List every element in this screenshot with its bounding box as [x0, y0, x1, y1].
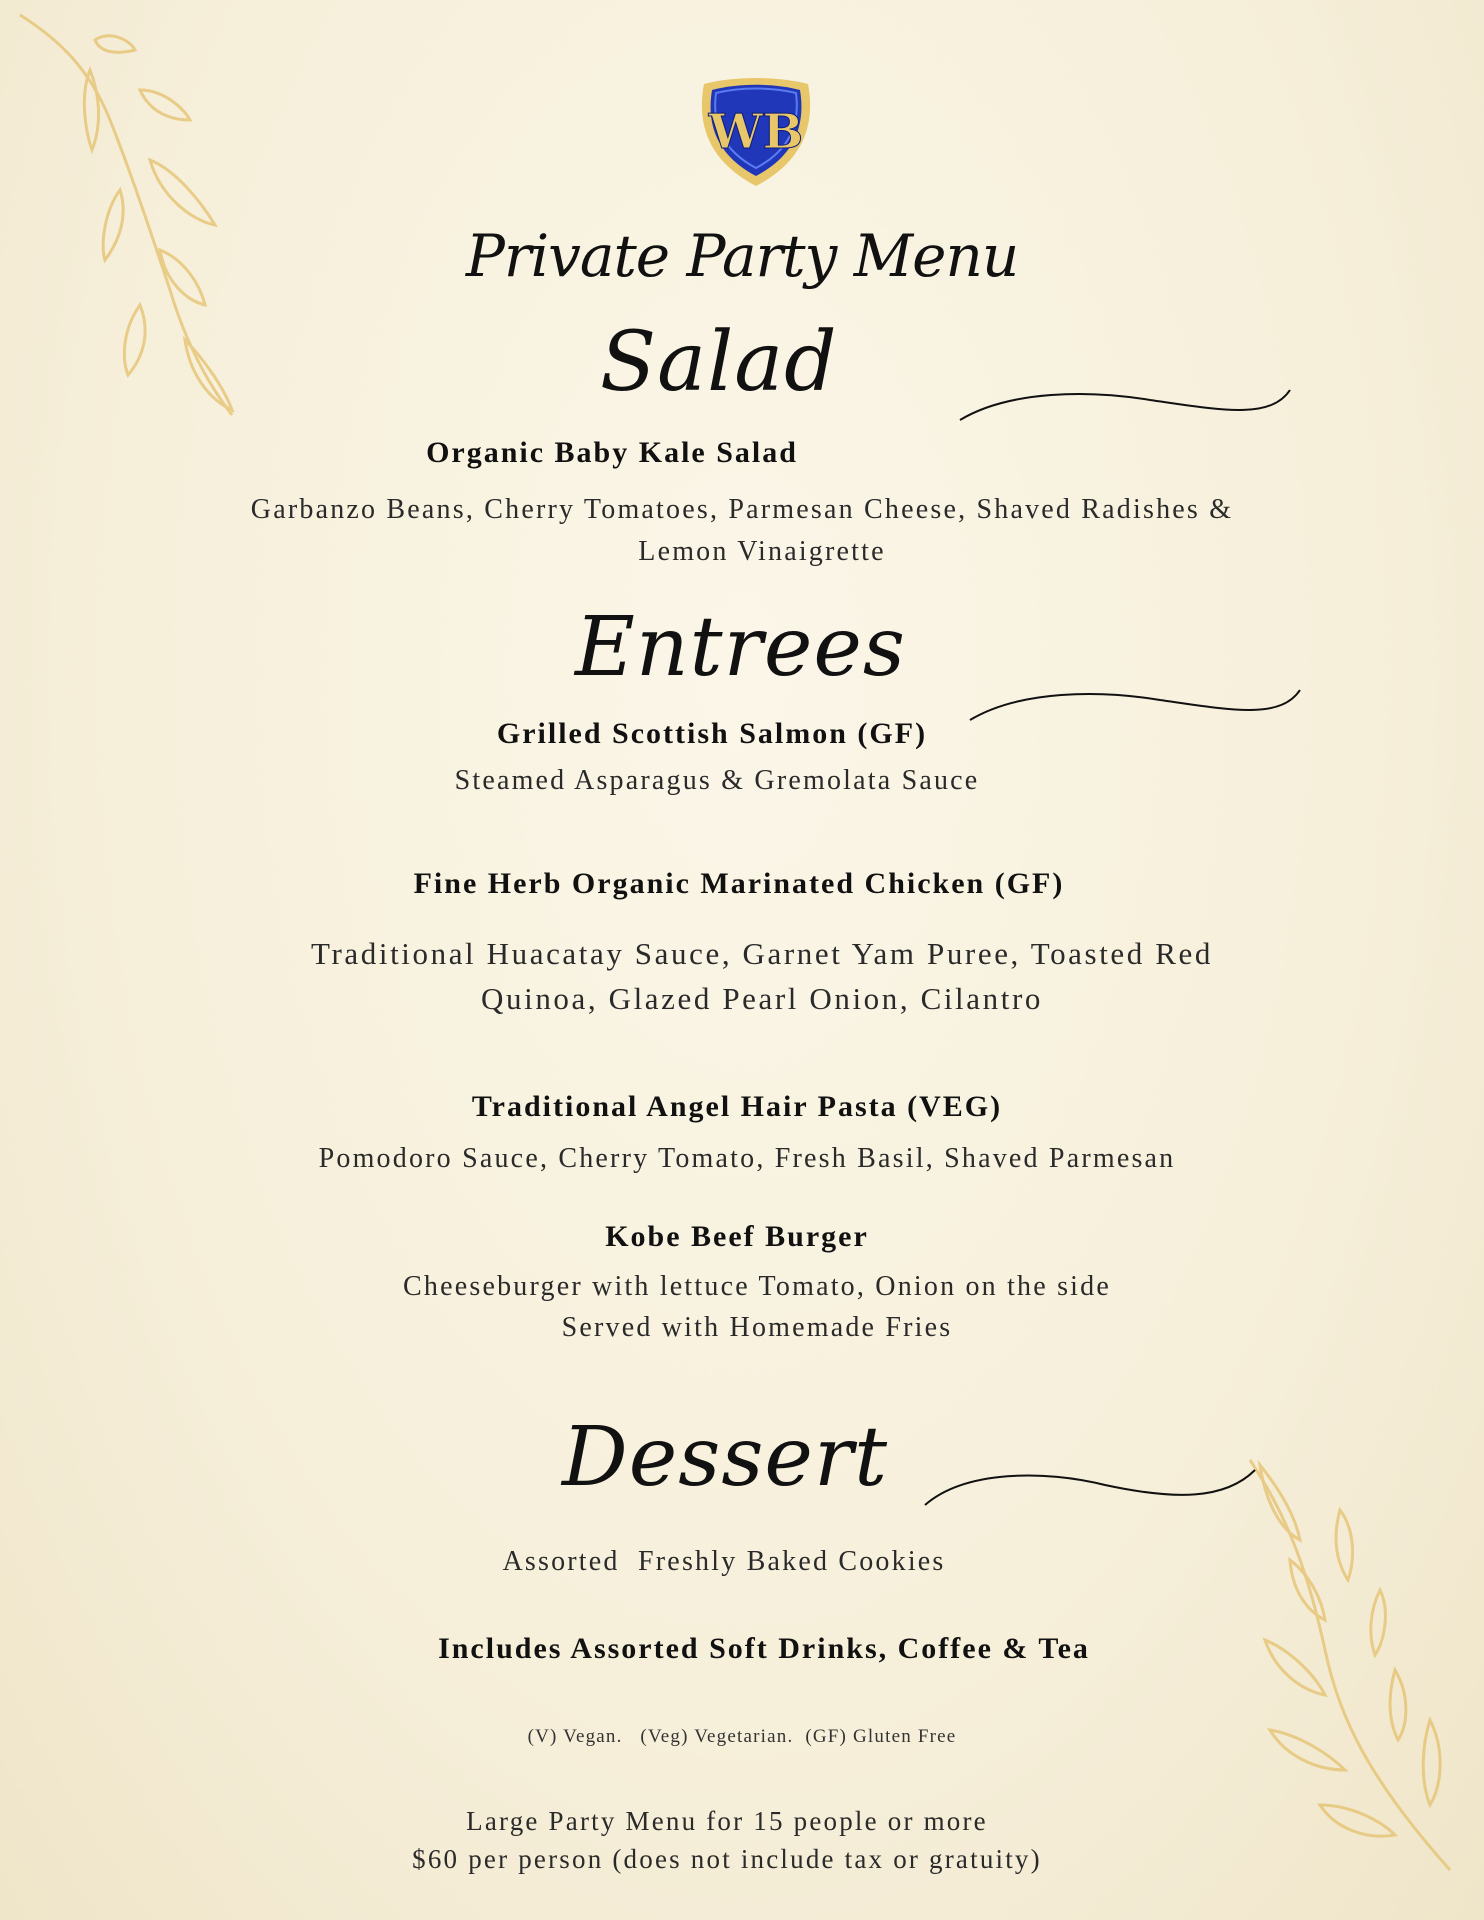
page-title: Private Party Menu	[465, 222, 1019, 290]
dish-description-line: Pomodoro Sauce, Cherry Tomato, Fresh Basil, Shaved Parmesan	[318, 1143, 1176, 1174]
wb-logo-text: WB	[708, 104, 804, 160]
section-heading-entrees: Entrees	[575, 600, 906, 695]
dish-name: Fine Herb Organic Marinated Chicken (GF)	[413, 867, 1065, 900]
section-heading-dessert: Dessert	[562, 1410, 889, 1505]
swash-divider-salad	[950, 380, 1300, 430]
dessert-description: Assorted Freshly Baked Cookies	[502, 1546, 946, 1577]
drinks-note: Includes Assorted Soft Drinks, Coffee & Tea	[438, 1632, 1090, 1665]
dish-description-line: Cheeseburger with lettuce Tomato, Onion on the side	[403, 1271, 1111, 1302]
dish-description-line: Lemon Vinaigrette	[638, 536, 886, 567]
leaf-branch-top-left-icon	[0, 0, 260, 430]
dish-description-line: Quinoa, Glazed Pearl Onion, Cilantro	[481, 981, 1043, 1016]
dish-description-line: Traditional Huacatay Sauce, Garnet Yam Puree, Toasted Red	[311, 936, 1213, 971]
footer-line-2: $60 per person (does not include tax or gratuity)	[412, 1844, 1042, 1874]
dish-description-line: Served with Homemade Fries	[561, 1312, 953, 1343]
dish-name: Traditional Angel Hair Pasta (VEG)	[471, 1090, 1003, 1123]
dish-description-line: Steamed Asparagus & Gremolata Sauce	[454, 765, 980, 796]
footer-line-1: Large Party Menu for 15 people or more	[466, 1806, 988, 1836]
dish-description-line: Garbanzo Beans, Cherry Tomatoes, Parmesan Cheese, Shaved Radishes &	[250, 494, 1234, 525]
section-heading-salad: Salad	[600, 315, 838, 410]
dish-name: Organic Baby Kale Salad	[426, 436, 798, 469]
dietary-legend: (V) Vegan. (Veg) Vegetarian. (GF) Gluten Free	[527, 1726, 957, 1747]
swash-divider-dessert	[915, 1455, 1265, 1515]
wb-shield-logo	[694, 66, 818, 190]
dish-name: Kobe Beef Burger	[605, 1220, 869, 1253]
dish-name: Grilled Scottish Salmon (GF)	[496, 717, 928, 750]
